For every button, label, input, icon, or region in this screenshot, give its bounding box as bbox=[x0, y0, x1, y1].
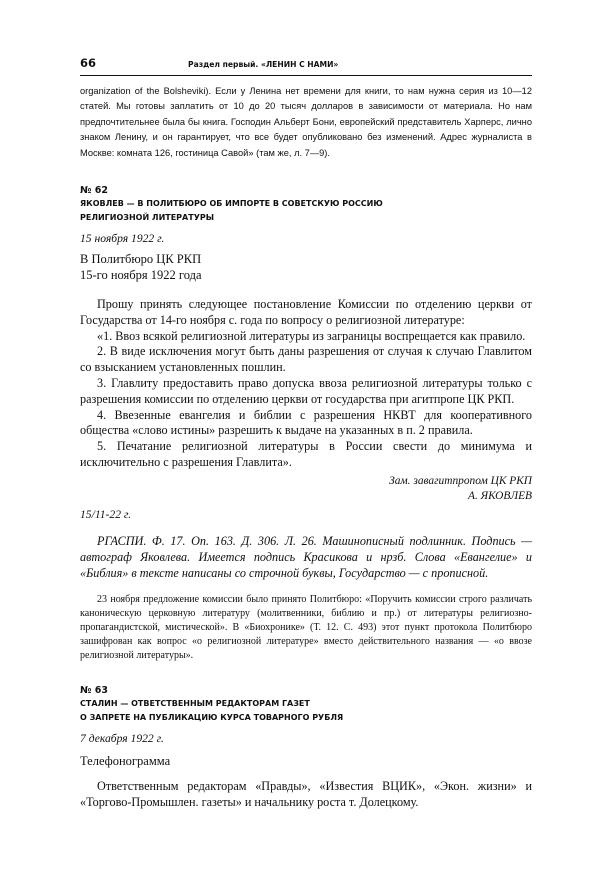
doc63-date: 7 декабря 1922 г. bbox=[80, 732, 164, 746]
document-page bbox=[80, 56, 532, 811]
page-number: 66 bbox=[80, 56, 97, 70]
doc62-addressee-date: 15-го ноября 1922 года bbox=[80, 268, 202, 283]
doc63-doc-type: Телефонограмма bbox=[80, 754, 171, 769]
doc62-paragraph: «1. Ввоз всякой религиозной литературы из заграницы воспрещается как правило. bbox=[97, 328, 526, 343]
doc62-paragraph: 3. Главлиту предоставить право допуска ввоза религиозной литературы только с разрешения комиссии по отделению церкви от государства при агитпропе ЦК РКП. bbox=[80, 376, 532, 406]
doc63-title-line: СТАЛИН — ОТВЕТСТВЕННЫМ РЕДАКТОРАМ ГАЗЕТ bbox=[80, 698, 310, 708]
doc62-number: № 62 bbox=[80, 185, 108, 197]
doc62-commentary: 23 ноября предложение комиссии было принято Политбюро: «Поручить комиссии строго различать каноническую церковную литературу (молитвенники, библию и пр.) от литературы религиозно-пропагандистской, мистической». В «Биохронике» (Т. 12. С. 493) этот пункт протокола Политбюро зашифрован как вопрос «о религиозной литературе» вместо действительного названия — «о ввозе религиозной литературы». bbox=[80, 593, 532, 661]
intro-paragraph: organization of the Bolsheviki). Если у Ленина нет времени для книги, то нам нужна серия из 10—12 статей. Мы готовы заплатить от 10 до 20 тысяч долларов в зависимости от материала. Но нам предпочтительнее была бы книга. Господин Альберт Бони, европейский представитель Харперс, лично знаком Ленину, и он гарантирует, что все будет опубликовано без изменений. Адрес журналиста в Москве: комната 126, гостиница Савой» (там же, л. 7—9). bbox=[80, 86, 532, 158]
doc62-title-line: РЕЛИГИОЗНОЙ ЛИТЕРАТУРЫ bbox=[80, 213, 215, 223]
running-title: Раздел первый. «ЛЕНИН С НАМИ» bbox=[188, 60, 339, 69]
doc62-signature-position: Зам. завагитпропом ЦК РКП bbox=[389, 474, 532, 487]
doc62-addressee: В Политбюро ЦК РКП bbox=[80, 252, 202, 267]
doc62-date: 15 ноября 1922 г. bbox=[80, 232, 165, 246]
doc62-paragraph: 5. Печатание религиозной литературы в России свести до минимума и исключительно с разрешения Главлита». bbox=[80, 439, 532, 469]
doc62-paragraph: Прошу принять следующее постановление Комиссии по отделению церкви от Государства от 14-го ноября с. года по вопросу о религиозной литературе: bbox=[80, 297, 532, 327]
doc62-paragraph: 2. В виде исключения могут быть даны разрешения от случая к случаю Главлитом со взысканием установленных пошлин. bbox=[80, 344, 532, 375]
doc62-body bbox=[80, 297, 532, 471]
doc62-title bbox=[80, 197, 532, 225]
doc62-title-line: ЯКОВЛЕВ — В ПОЛИТБЮРО ОБ ИМПОРТЕ В СОВЕТСКУЮ РОССИЮ bbox=[80, 199, 383, 209]
doc62-handwritten-date: 15/11-22 г. bbox=[80, 507, 132, 521]
doc63-number: № 63 bbox=[80, 684, 108, 696]
doc63-paragraph: Ответственным редакторам «Правды», «Известия ВЦИК», «Экон. жизни» и «Торгово-Промышлен. газеты» и начальнику роста т. Долецкому. bbox=[80, 779, 532, 809]
doc63-title-line: О ЗАПРЕТЕ НА ПУБЛИКАЦИЮ КУРСА ТОВАРНОГО РУБЛЯ bbox=[80, 713, 344, 722]
page-header bbox=[80, 56, 532, 76]
doc62-signature-name: А. ЯКОВЛЕВ bbox=[468, 489, 532, 502]
doc62-archive-note: РГАСПИ. Ф. 17. Оп. 163. Д. 306. Л. 26. Машинописный подлинник. Подпись — автограф Яковлева. Имеется подпись Красикова и нрзб. Слова «Евангелие» и «Библия» в тексте написаны со строчной буквы, Государство — с прописной. bbox=[80, 533, 532, 580]
doc63-title bbox=[80, 697, 532, 725]
doc62-paragraph: 4. Ввезенные евангелия и библии с разрешения НКВТ для кооперативного общества «слово истины» разрешить к выдаче на указанных в п. 2 правила. bbox=[80, 407, 532, 438]
